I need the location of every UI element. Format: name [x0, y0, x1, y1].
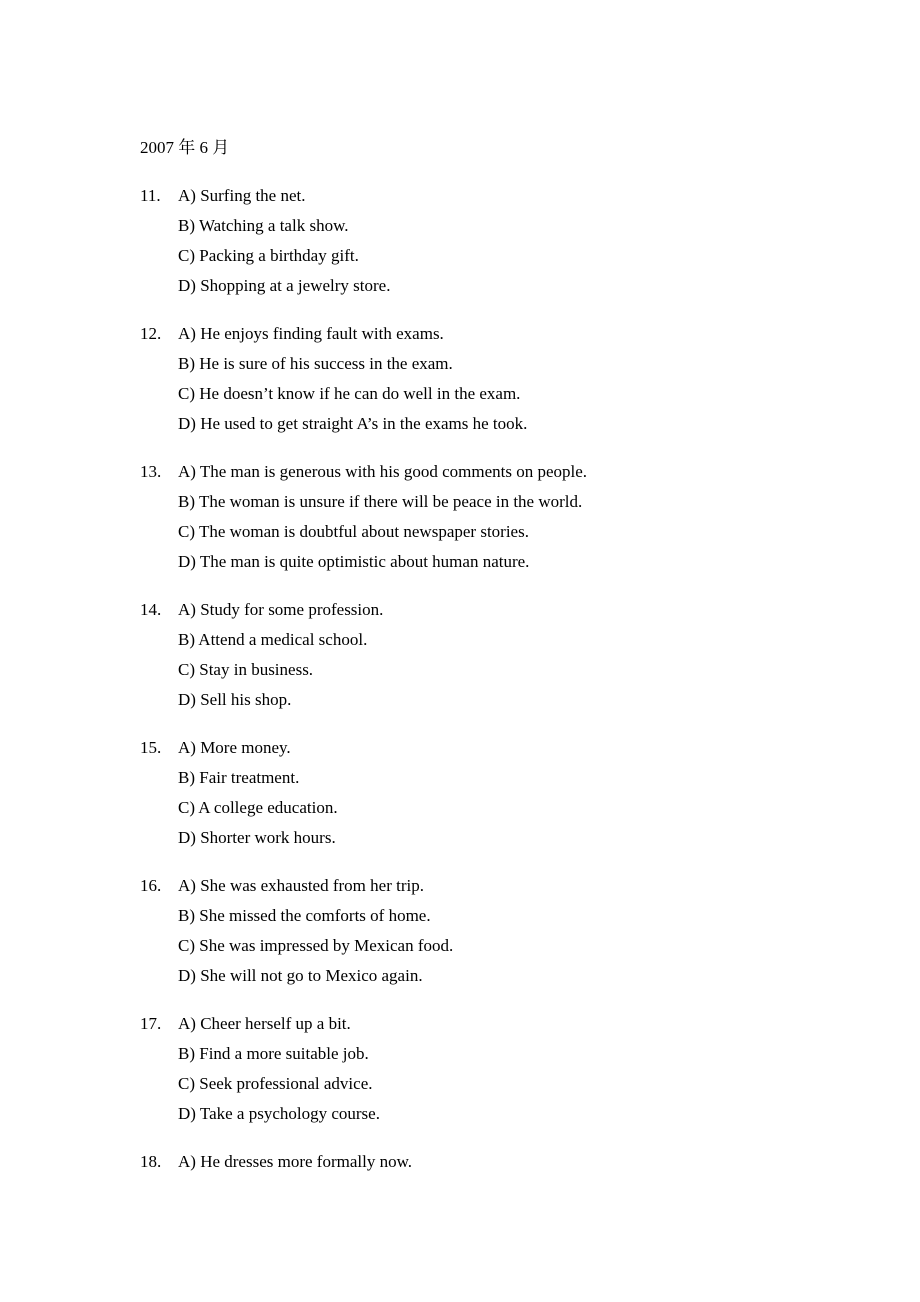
question-options — [178, 181, 830, 301]
question-18 — [140, 1147, 830, 1177]
question-options — [178, 1009, 830, 1129]
option-line: C) The woman is doubtful about newspaper stories. — [178, 522, 529, 541]
question-options — [178, 733, 830, 853]
option-line: D) Shopping at a jewelry store. — [178, 276, 391, 295]
question-11 — [140, 181, 830, 301]
option-line: A) Study for some profession. — [178, 600, 384, 619]
date-header: 2007 年 6 月 — [140, 138, 230, 157]
option-line: B) He is sure of his success in the exam. — [178, 354, 453, 373]
question-13 — [140, 457, 830, 577]
question-options — [178, 457, 830, 577]
question-15 — [140, 733, 830, 853]
option-line: B) She missed the comforts of home. — [178, 906, 431, 925]
question-number: 12. — [140, 324, 162, 343]
option-line: C) Packing a birthday gift. — [178, 246, 359, 265]
question-options — [178, 595, 830, 715]
option-line: B) Attend a medical school. — [178, 630, 368, 649]
question-12 — [140, 319, 830, 439]
question-17 — [140, 1009, 830, 1129]
question-number: 16. — [140, 876, 162, 895]
option-line: A) Cheer herself up a bit. — [178, 1014, 351, 1033]
question-number: 13. — [140, 462, 162, 481]
option-line: C) Stay in business. — [178, 660, 314, 679]
option-line: B) The woman is unsure if there will be peace in the world. — [178, 492, 583, 511]
question-number: 14. — [140, 600, 162, 619]
question-14 — [140, 595, 830, 715]
question-number: 17. — [140, 1014, 162, 1033]
question-options — [178, 319, 830, 439]
option-line: D) Shorter work hours. — [178, 828, 336, 847]
option-line: D) She will not go to Mexico again. — [178, 966, 423, 985]
option-line: B) Find a more suitable job. — [178, 1044, 369, 1063]
option-line: A) He dresses more formally now. — [178, 1152, 412, 1171]
option-line: D) Take a psychology course. — [178, 1104, 380, 1123]
option-line: A) Surfing the net. — [178, 186, 306, 205]
option-line: C) A college education. — [178, 798, 338, 817]
option-line: C) She was impressed by Mexican food. — [178, 936, 454, 955]
question-options — [178, 871, 830, 991]
option-line: C) Seek professional advice. — [178, 1074, 373, 1093]
option-line: A) She was exhausted from her trip. — [178, 876, 424, 895]
question-number: 11. — [140, 186, 161, 205]
option-line: D) Sell his shop. — [178, 690, 292, 709]
option-line: B) Fair treatment. — [178, 768, 300, 787]
question-options — [178, 1147, 830, 1177]
question-16 — [140, 871, 830, 991]
question-number: 18. — [140, 1152, 162, 1171]
option-line: A) More money. — [178, 738, 291, 757]
option-line: B) Watching a talk show. — [178, 216, 349, 235]
option-line: A) The man is generous with his good comments on people. — [178, 462, 588, 481]
question-number: 15. — [140, 738, 162, 757]
option-line: C) He doesn’t know if he can do well in the exam. — [178, 384, 521, 403]
option-line: D) He used to get straight A’s in the exams he took. — [178, 414, 528, 433]
option-line: A) He enjoys finding fault with exams. — [178, 324, 444, 343]
option-line: D) The man is quite optimistic about human nature. — [178, 552, 530, 571]
